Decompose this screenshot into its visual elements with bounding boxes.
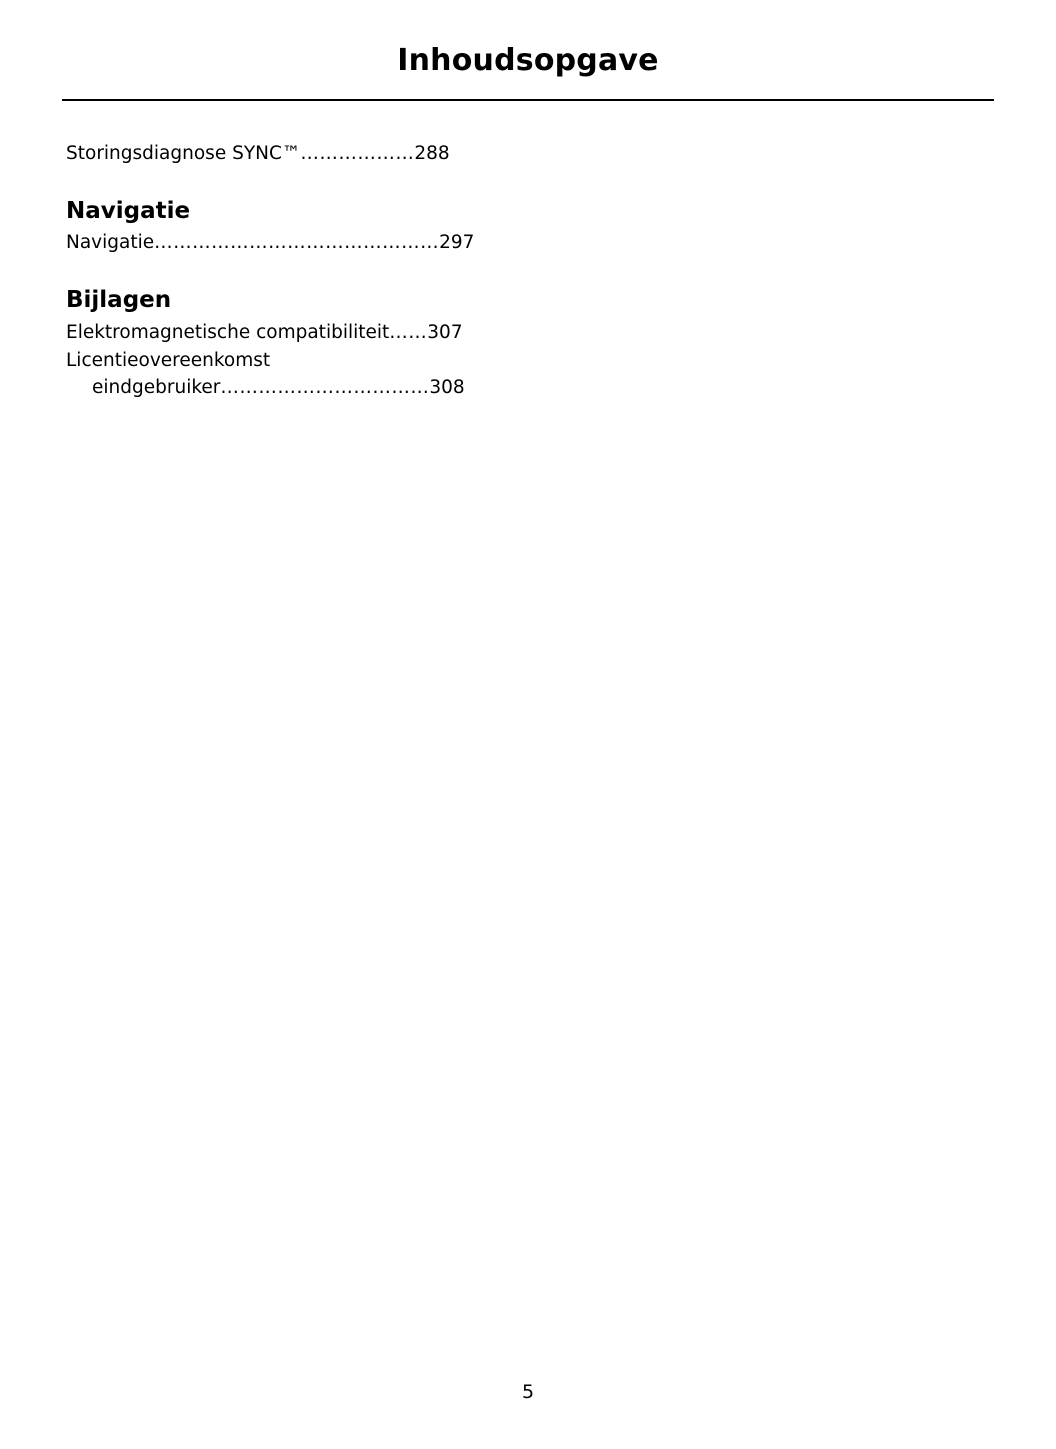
toc-entry-label: Elektromagnetische compatibiliteit xyxy=(66,321,390,343)
toc-entry-dots: …………………………… xyxy=(220,377,430,399)
toc-entry[interactable] xyxy=(66,230,526,257)
toc-entry[interactable] xyxy=(66,320,526,347)
toc-group-navigatie xyxy=(66,198,994,257)
toc-group-bijlagen xyxy=(66,287,994,402)
toc-entry[interactable] xyxy=(66,141,526,168)
toc-entry-dots: ……………………………………… xyxy=(154,232,440,254)
toc-entry-line xyxy=(66,230,526,257)
toc-entry-page: 297 xyxy=(439,232,475,254)
toc-entry-page: 308 xyxy=(429,377,465,399)
toc-group-heading: Bijlagen xyxy=(66,287,172,314)
toc-entry-line xyxy=(66,320,526,347)
toc-entry-page: 288 xyxy=(414,143,450,164)
toc-entry-label-second-line: eindgebruiker xyxy=(92,377,221,399)
page-title: Inhoudsopgave xyxy=(397,43,659,78)
toc-entry-label: Navigatie xyxy=(66,232,155,254)
page-number: 5 xyxy=(521,1381,535,1403)
toc-entry-label: Storingsdiagnose SYNC™ xyxy=(66,143,301,164)
toc-entry-dots: …… xyxy=(389,321,428,343)
toc-entry-line xyxy=(66,141,526,168)
toc-entry-line xyxy=(66,348,526,375)
toc-content xyxy=(0,141,1056,402)
toc-entry-line-continued xyxy=(66,375,526,402)
toc-intro-group xyxy=(66,141,994,168)
toc-entry-dots: ……………… xyxy=(300,143,415,164)
toc-entry[interactable] xyxy=(66,348,526,402)
header-divider xyxy=(62,99,994,101)
toc-group-heading: Navigatie xyxy=(66,197,191,224)
toc-entry-page: 307 xyxy=(427,321,463,343)
toc-entry-label: Licentieovereenkomst xyxy=(66,350,271,372)
page-header xyxy=(0,0,1056,101)
page-footer xyxy=(0,1381,1056,1403)
